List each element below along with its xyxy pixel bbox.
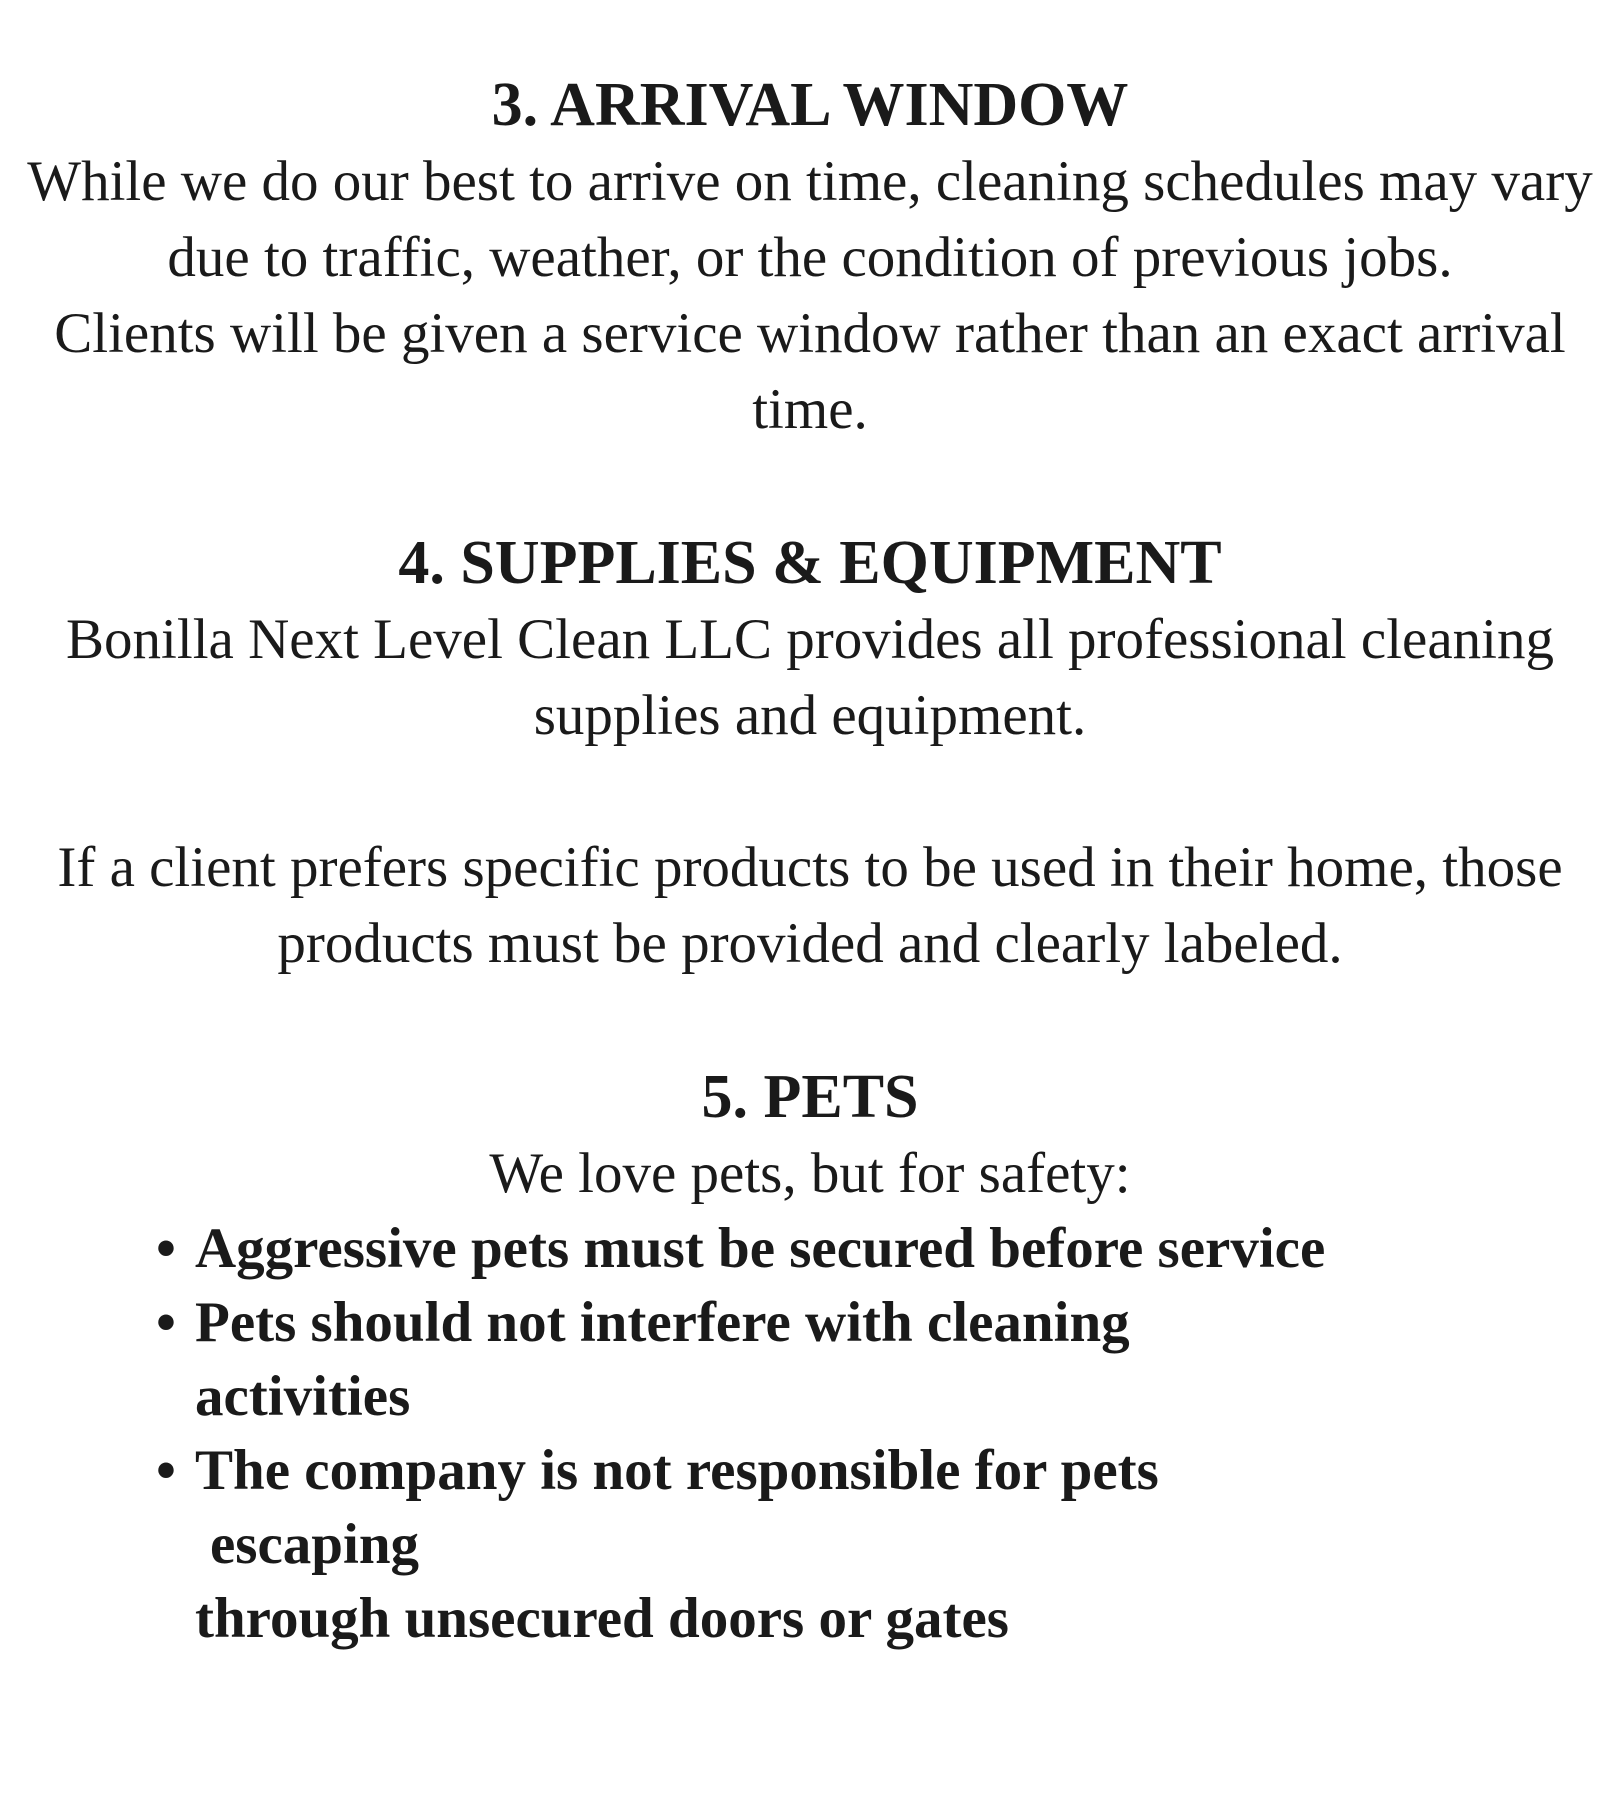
paragraph: Bonilla Next Level Clean LLC provides all professional cleaning supplies and equipment. <box>66 608 1554 747</box>
list-item <box>0 1286 1620 1434</box>
bullet-icon: • <box>156 1217 176 1280</box>
section-supplies-equipment <box>0 524 1620 982</box>
paragraph: While we do our best to arrive on time, cleaning schedules may vary due to traffic, weather, or the condition of previous jobs. <box>27 150 1593 289</box>
paragraph: If a client prefers specific products to be used in their home, those products must be provided and clearly labeled. <box>57 836 1563 975</box>
section-heading: 4. SUPPLIES & EQUIPMENT <box>398 529 1222 597</box>
list-item-text: Pets should not interfere with cleaning <box>195 1291 1130 1354</box>
list-item <box>0 1434 1620 1656</box>
section-heading: 5. PETS <box>701 1063 919 1131</box>
paragraph: Clients will be given a service window rather than an exact arrival time. <box>54 302 1566 441</box>
bullet-icon: • <box>156 1439 176 1502</box>
list-item <box>0 1212 1620 1286</box>
section-pets <box>0 1058 1620 1656</box>
list-item-text: through unsecured doors or gates <box>195 1587 1009 1650</box>
paragraph: We love pets, but for safety: <box>489 1142 1131 1205</box>
section-heading: 3. ARRIVAL WINDOW <box>491 71 1129 139</box>
section-arrival-window <box>0 66 1620 448</box>
spacer <box>0 448 1620 524</box>
spacer <box>0 754 1620 830</box>
bullet-icon: • <box>156 1291 176 1354</box>
list-item-text: escaping <box>210 1513 420 1576</box>
list-item-text: Aggressive pets must be secured before service <box>195 1217 1326 1280</box>
pets-bullet-list <box>0 1212 1620 1656</box>
list-item-text: activities <box>195 1365 411 1428</box>
list-item-text: The company is not responsible for pets <box>195 1439 1159 1502</box>
spacer <box>0 982 1620 1058</box>
